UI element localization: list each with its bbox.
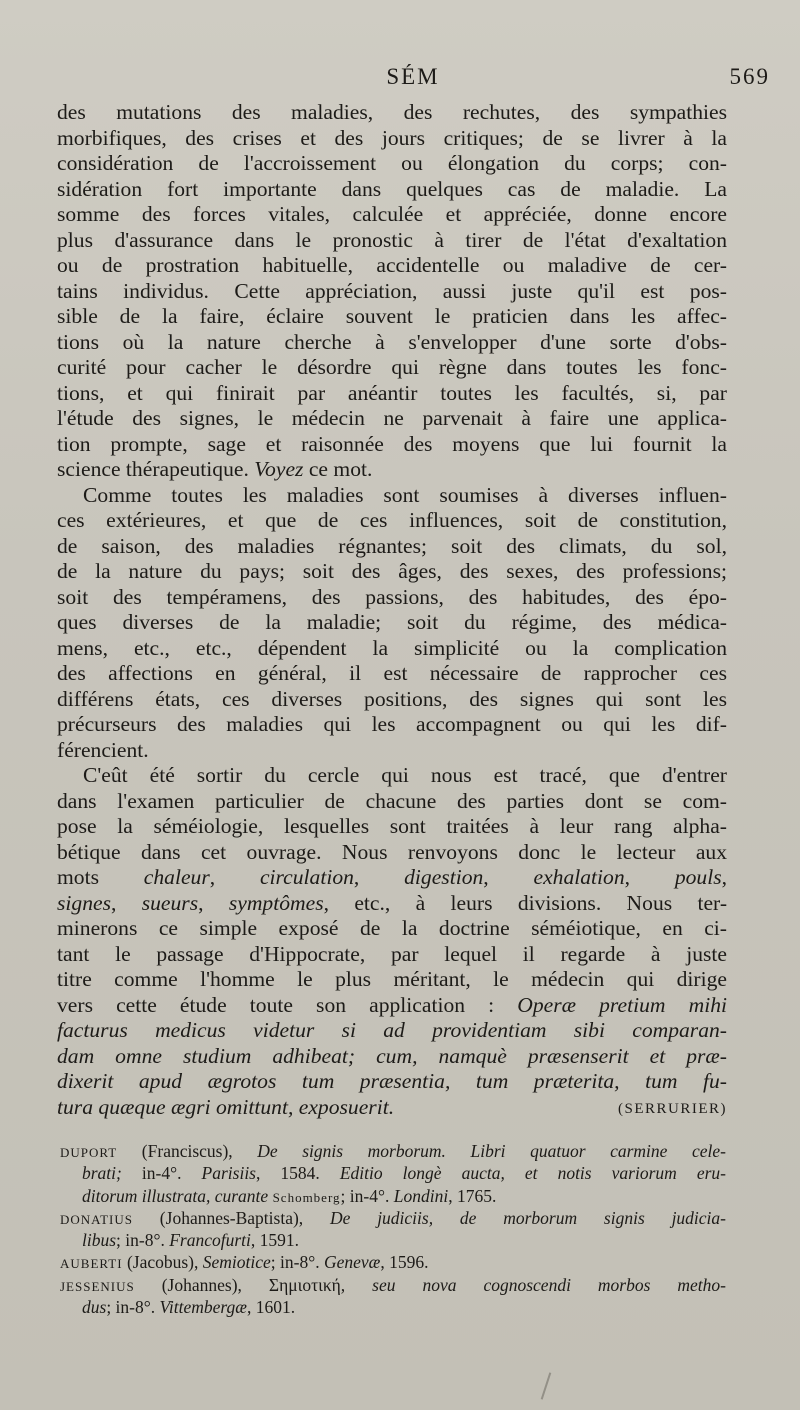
bibliography-place: Francofurti [169,1230,251,1251]
bibliography-entry-continuation [60,1162,726,1184]
italic-term: circulation [259,865,354,889]
bibliography-imprint: ; in-8°. [106,1297,160,1318]
text-line: curité pour cacher le désordre qui règne dans toutes les fonc- [57,355,727,379]
author-signature: (SERRURIER) [617,1100,727,1117]
text-line: somme des forces vitales, calculée et appréciée, donne encore [57,202,727,226]
text-line: tant le passage d'Hippocrate, par lequel il regarde à juste [57,941,727,966]
text-line: ques diverses de la maladie; soit du régime, des médica- [57,610,727,634]
main-text [57,100,727,1122]
bibliography-edition: ditorum illustrata, curante [82,1185,269,1206]
text-line: soit des tempéramens, des passions, des habitudes, des épo- [57,584,727,609]
bibliography-date: , 1584. [256,1163,340,1184]
italic-term: chaleur [143,865,210,889]
text-line: différens états, ces diverses positions, des signes qui sont les [57,686,727,711]
bibliography-title: brati; [82,1163,122,1184]
bibliography-place: Vittembergæ [159,1297,247,1318]
text-line: pose la séméiologie, lesquelles sont traitées à leur rang alpha- [57,814,727,838]
text-line: sidération fort importante dans quelques cas de maladie. La [57,176,727,201]
italic-term: signes [57,890,111,915]
text-line: tions, et qui finirait par anéantir toutes les facultés, si, par [57,380,727,405]
bibliography-title: Semiotice [202,1252,271,1273]
text-line [57,1095,727,1121]
latin-quote: tura quæque ægri omittunt, exposuerit. [57,1094,395,1119]
page-header [56,62,770,98]
text-line: tion prompte, sage et raisonnée des moyens que lui fournit la [57,431,727,456]
italic-term: pouls [674,865,722,889]
latin-quote: Operæ pretium mihi [517,992,727,1017]
bibliography-imprint: ; in-8°. [270,1252,324,1273]
page-number: 569 [729,64,770,89]
text-segment: vers cette étude toute son application : [57,992,495,1017]
text-line: l'étude des signes, le médecin ne parvenait à faire une applica- [57,406,727,430]
text-line: Comme toutes les maladies sont soumises à diverses influen- [83,482,727,507]
text-line: sible de la faire, éclaire souvent le praticien dans les affec- [57,304,727,328]
text-line: des affections en général, il est nécessaire de rapprocher ces [57,661,727,685]
bibliography-author: DUPORT [60,1145,118,1160]
bibliography-date: , 1596. [380,1252,429,1273]
text-line [57,1069,727,1095]
text-line [57,457,727,483]
bibliography-author: JESSENIUS [60,1278,135,1294]
text-line: férencient. [57,737,149,762]
bibliography-given-name: (Johannes), [134,1274,269,1295]
bibliography-greek-title: Σημιοτική [268,1274,341,1295]
bibliography-author: AUBERTI [60,1256,123,1272]
running-title: SÉM [386,64,440,89]
text-segment: science thérapeutique. [57,457,249,481]
bibliography-editor: Schomberg [272,1189,341,1205]
bibliography-title: libus [82,1230,117,1251]
bibliography-date: , 1601. [246,1297,296,1318]
italic-term: sueurs [141,890,199,915]
text-line: C'eût été sortir du cercle qui nous est tracé, que d'entrer [83,763,727,787]
text-segment: mots [57,865,99,889]
text-line: tains individus. Cette appréciation, aussi juste qu'il est pos- [57,278,727,303]
text-line: minerons ce simple exposé de la doctrine séméiotique, en ci- [57,916,727,940]
text-line: précurseurs des maladies qui les accompagnent ou qui les dif- [57,712,727,736]
bibliography [60,1140,726,1318]
bibliography-place: Parisiis [201,1163,256,1184]
bibliography-entry [60,1207,726,1229]
bibliography-place: Londini [393,1185,449,1206]
bibliography-place: Genevæ [323,1252,381,1273]
bibliography-entry [60,1251,726,1273]
bibliography-title: De judiciis, de morborum signis judicia- [329,1207,726,1228]
bibliography-title: De signis morborum. Libri quatuor carmine cele- [257,1141,726,1161]
bibliography-entry-continuation [60,1229,726,1251]
latin-quote: dam omne studium adhibeat; cum, namquè præsenserit et præ- [57,1043,727,1068]
bibliography-imprint: ; in-4°. [340,1185,394,1206]
bibliography-date: , 1765. [448,1185,497,1206]
text-segment: , etc., à leurs divisions. Nous ter- [323,890,728,915]
text-line: dans l'examen particulier de chacune des parties dont se com- [57,788,727,813]
text-line: mens, etc., etc., dépendent la simplicité ou la complication [57,635,727,660]
bibliography-edition: Editio longè aucta, et notis variorum eru- [339,1163,726,1184]
text-line: considération de l'accroissement ou élongation du corps; con- [57,151,727,175]
text-line: de saison, des maladies régnantes; soit des climats, du sol, [57,533,727,558]
bibliography-title: dus [82,1297,107,1318]
text-segment: ce mot. [308,457,373,481]
text-line: bétique dans cet ouvrage. Nous renvoyons donc le lecteur aux [57,839,727,864]
bibliography-author: DONATIUS [60,1211,133,1227]
italic-term: symptômes [228,890,324,915]
text-line [57,1044,727,1070]
bibliography-entry [60,1274,726,1296]
bibliography-given-name: (Johannes-Baptista), [133,1207,330,1228]
bibliography-imprint: in-4°. [121,1163,202,1184]
text-line: plus d'assurance dans le pronostic à tirer de l'état d'exaltation [57,227,727,252]
bibliography-date: , 1591. [250,1230,300,1251]
italic-term: digestion [404,865,484,889]
text-line: signes, sueurs, symptômes, etc., à leurs divisions. Nous ter- [57,890,728,915]
italic-term: exhalation [533,865,625,889]
text-line: de la nature du pays; soit des âges, des sexes, des professions; [57,559,727,583]
latin-quote: dixerit apud ægrotos tum præsentia, tum præterita, tum fu- [57,1069,727,1093]
bibliography-imprint: ; in-8°. [116,1230,170,1251]
text-line: tions où la nature cherche à s'envelopper d'une sorte d'obs- [57,329,727,354]
latin-quote: facturus medicus videtur si ad providentiam sibi comparan- [57,1018,727,1042]
bibliography-given-name: (Jacobus), [122,1252,203,1273]
bibliography-entry-continuation [60,1296,726,1318]
text-line: mots chaleur, circulation, digestion, exhalation, pouls, [57,865,728,889]
text-line [57,1018,727,1044]
text-line [57,993,727,1019]
bibliography-entry-continuation [60,1185,726,1207]
text-line: ou de prostration habituelle, accidentelle ou maladive de cer- [57,253,727,277]
text-line: titre comme l'homme le plus méritant, le médecin qui dirige [57,967,727,991]
italic-term: Voyez [254,457,304,481]
bibliography-given-name: (Franciscus), [117,1141,258,1161]
bibliography-title: , seu nova cognoscendi morbos metho- [340,1274,726,1295]
text-line: morbifiques, des crises et des jours critiques; de se livrer à la [57,125,727,150]
text-line: des mutations des maladies, des rechutes, des sympathies [57,100,727,124]
text-line: ces extérieures, et que de ces influences, soit de constitution, [57,508,727,532]
paper-mark [541,1372,552,1399]
bibliography-entry [60,1140,726,1162]
